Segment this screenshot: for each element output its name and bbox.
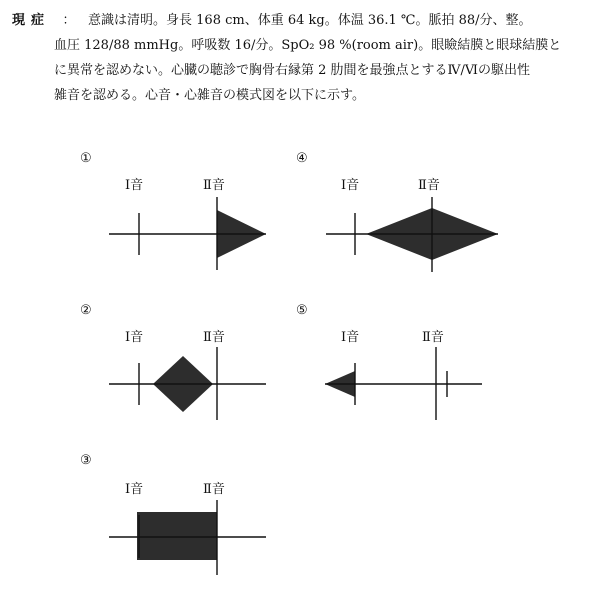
diagram-1-s1-label: Ⅰ音 [125, 178, 144, 193]
findings-line-3: に異常を認めない。心臓の聴診で胸骨右縁第 2 肋間を最強点とするⅣ/Ⅵの駆出性 [54, 63, 530, 78]
diagram-2 [80, 303, 266, 420]
diagram-3-s1-label: Ⅰ音 [125, 482, 144, 497]
diagram-5 [296, 303, 482, 420]
diagram-5-s1-label: Ⅰ音 [341, 330, 360, 345]
diagram-2-s2-label: Ⅱ音 [203, 330, 225, 345]
findings-colon: ： [62, 13, 76, 28]
findings-line-4: 雑音を認める。心音・心雑音の模式図を以下に示す。 [54, 88, 365, 103]
diagram-2-s1-label: Ⅰ音 [125, 330, 144, 345]
findings-text-1: 意識は清明。身長 168 cm、体重 64 kg。体温 36.1 ℃。脈拍 88/分、整。 [88, 13, 532, 28]
diagram-5-number: ⑤ [296, 303, 308, 318]
diagram-2-number: ② [80, 303, 92, 318]
diagram-3-murmur-shape [137, 512, 217, 560]
diagram-3-number: ③ [80, 453, 92, 468]
diagram-3 [80, 453, 266, 575]
diagram-3-s2-label: Ⅱ音 [203, 482, 225, 497]
diagram-4 [296, 151, 498, 272]
diagram-1-s2-label: Ⅱ音 [203, 178, 225, 193]
diagram-4-number: ④ [296, 151, 308, 166]
findings-line-2: 血圧 128/88 mmHg。呼吸数 16/分。SpO₂ 98 %(room air)。眼瞼結膜と眼球結膜と [54, 38, 562, 53]
diagram-4-s1-label: Ⅰ音 [341, 178, 360, 193]
diagram-5-s2-label: Ⅱ音 [422, 330, 444, 345]
findings-label: 現症 [12, 13, 51, 28]
diagram-1 [80, 151, 266, 270]
diagram-4-s2-label: Ⅱ音 [418, 178, 440, 193]
diagram-1-number: ① [80, 151, 92, 166]
